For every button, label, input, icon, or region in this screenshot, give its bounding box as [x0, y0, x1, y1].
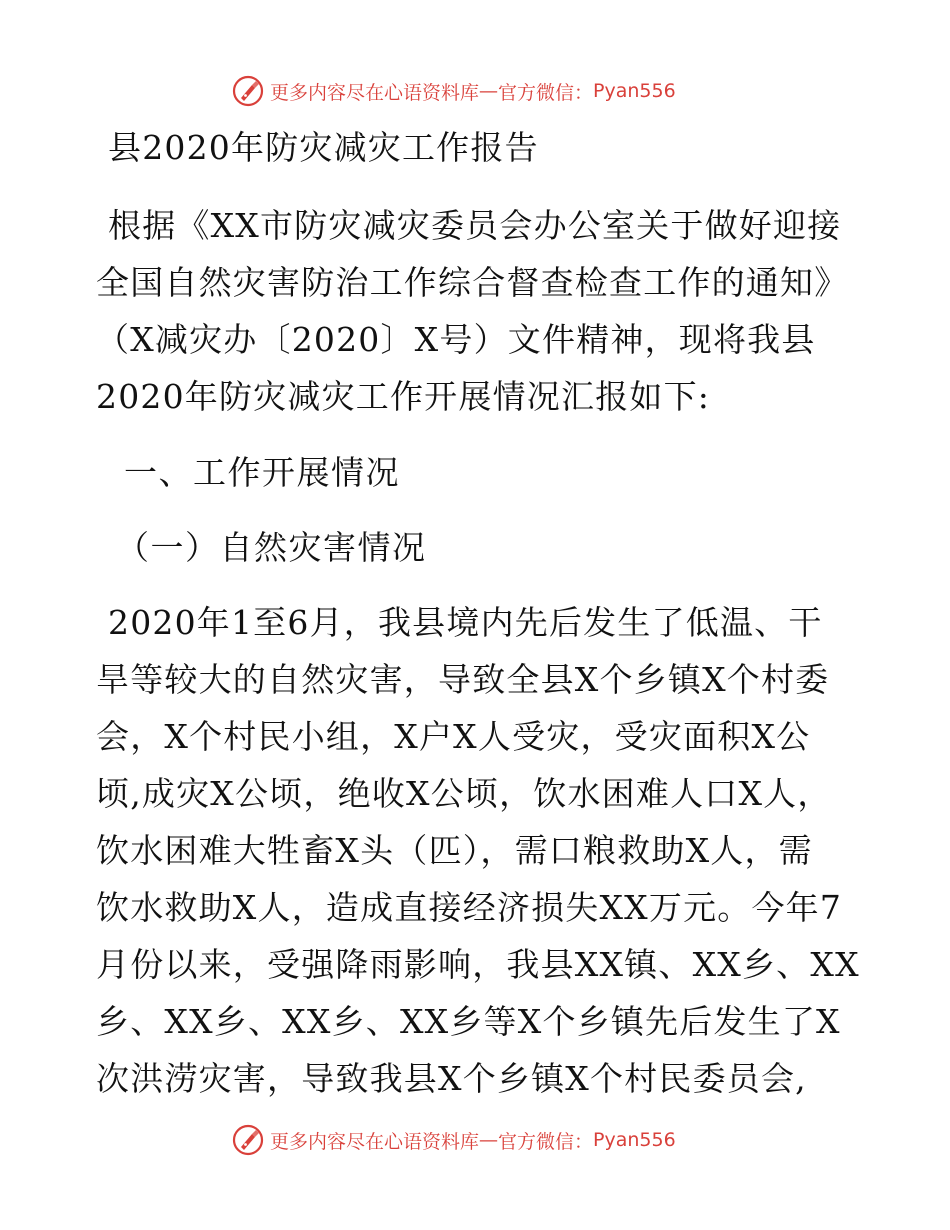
- watermark-label: 官方微信：: [498, 81, 594, 104]
- paragraph-line: 顷,成灾X公顷，绝收X公顷，饮水困难人口X人，: [96, 774, 832, 813]
- watermark-wechat-id: Pyan556: [593, 80, 676, 102]
- pen-nib-logo-icon: [232, 1124, 264, 1156]
- watermark-label: 官方微信：: [498, 1130, 594, 1153]
- subsection-heading: （一）自然灾害情况: [116, 528, 427, 567]
- paragraph-line: 会，X个村民小组，X户X人受灾，受灾面积X公: [96, 717, 811, 756]
- watermark-wechat-id: Pyan556: [593, 1129, 676, 1151]
- watermark-separator: —: [479, 80, 499, 102]
- paragraph-line: （X减灾办〔2020〕X号）文件精神，现将我县: [96, 320, 816, 359]
- intro-paragraph: [96, 197, 856, 425]
- watermark-text: 更多内容尽在心语资料库: [270, 81, 480, 104]
- body-paragraph: [96, 594, 860, 1107]
- paragraph-line: 乡、XX乡、XX乡、XX乡等X个乡镇先后发生了X: [96, 1002, 841, 1041]
- paragraph-line: 次洪涝灾害，导致我县X个乡镇X个村民委员会,: [96, 1059, 807, 1098]
- paragraph-line: 根据《XX市防灾减灾委员会办公室关于做好迎接: [108, 206, 842, 245]
- section-heading: 一、工作开展情况: [124, 453, 400, 492]
- watermark-header: [232, 71, 676, 111]
- paragraph-line: 2020年1至6月，我县境内先后发生了低温、干: [108, 603, 823, 642]
- paragraph-line: 旱等较大的自然灾害，导致全县X个乡镇X个村委: [96, 660, 830, 699]
- pen-nib-logo-icon: [232, 75, 264, 107]
- document-title: 县2020年防灾减灾工作报告: [108, 128, 539, 167]
- paragraph-line: 2020年防灾减灾工作开展情况汇报如下:: [96, 377, 711, 416]
- watermark-separator: —: [479, 1129, 499, 1151]
- paragraph-line: 饮水救助X人，造成直接经济损失XX万元。今年7: [96, 888, 843, 927]
- paragraph-line: 饮水困难大牲畜X头（匹），需口粮救助X人，需: [96, 831, 813, 870]
- watermark-text: 更多内容尽在心语资料库: [270, 1130, 480, 1153]
- watermark-footer: [232, 1120, 676, 1160]
- paragraph-line: 月份以来，受强降雨影响，我县XX镇、XX乡、XX: [96, 945, 860, 984]
- paragraph-line: 全国自然灾害防治工作综合督查检查工作的通知》: [96, 263, 849, 302]
